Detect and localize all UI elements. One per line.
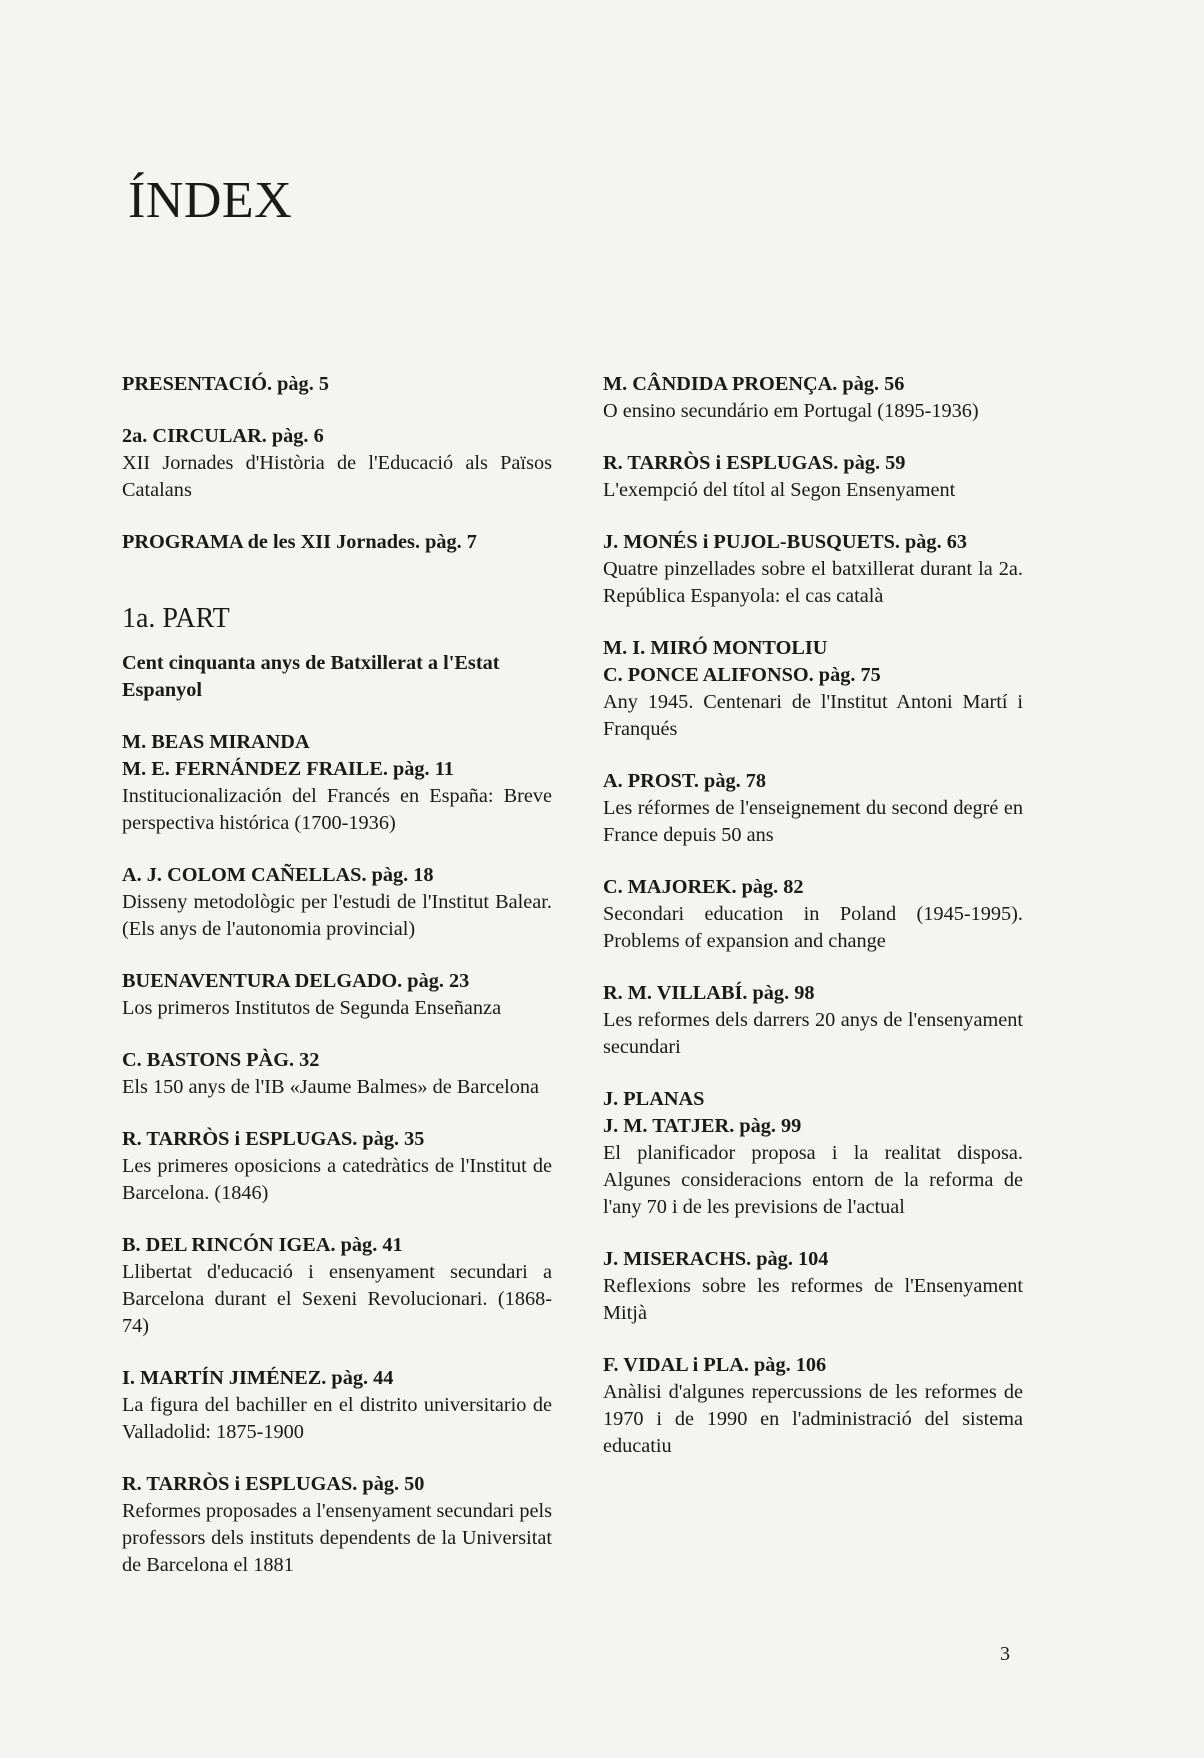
entry-title: Llibertat d'educació i ensenyament secundari a Barcelona durant el Sexeni Revolucionari. (1868-74) [122,1261,552,1337]
section-subtitle: Cent cinquanta anys de Batxillerat a l'Estat Espanyol [122,652,500,701]
toc-entry [603,529,1023,610]
entry-author: R. TARRÒS i ESPLUGAS. pàg. 59 [603,452,906,474]
toc-entry [603,450,1023,504]
toc-entry [603,1246,1023,1327]
toc-entry [603,768,1023,849]
toc-entry [603,371,1023,425]
entry-title: Reformes proposades a l'ensenyament secundari pels professors dels instituts dependents de la Universitat de Barcelona el 1881 [122,1500,552,1576]
entry-author: F. VIDAL i PLA. pàg. 106 [603,1354,827,1376]
entry-author: M. E. FERNÁNDEZ FRAILE. pàg. 11 [122,758,454,780]
toc-entry [122,423,552,504]
toc-entry [122,862,552,943]
entry-author: PRESENTACIÓ. pàg. 5 [122,373,329,395]
entry-title: Quatre pinzellades sobre el batxillerat durant la 2a. República Espanyola: el cas català [603,558,1023,607]
entry-author: C. MAJOREK. pàg. 82 [603,876,804,898]
intro-list [122,371,552,556]
entry-author: R. M. VILLABÍ. pàg. 98 [603,982,815,1004]
entry-author: A. PROST. pàg. 78 [603,770,767,792]
entry-author: R. TARRÒS i ESPLUGAS. pàg. 50 [122,1473,425,1495]
entry-author: A. J. COLOM CAÑELLAS. pàg. 18 [122,864,434,886]
entry-author: C. BASTONS PÀG. 32 [122,1049,320,1071]
entry-author: R. TARRÒS i ESPLUGAS. pàg. 35 [122,1128,425,1150]
entry-author: BUENAVENTURA DELGADO. pàg. 23 [122,970,470,992]
entry-title: Els 150 anys de l'IB «Jaume Balmes» de Barcelona [122,1076,540,1098]
right-entry-list [603,371,1023,1460]
section-heading: 1a. PART [122,603,230,634]
toc-entry [122,729,552,837]
entry-title: Disseny metodològic per l'estudi de l'Institut Balear. (Els anys de l'autonomia provincial) [122,891,552,940]
entry-title: Les primeres oposicions a catedràtics de l'Institut de Barcelona. (1846) [122,1155,552,1204]
entry-author: PROGRAMA de les XII Jornades. pàg. 7 [122,531,477,553]
entry-title: Les reformes dels darrers 20 anys de l'ensenyament secundari [603,1009,1023,1058]
toc-entry [122,1126,552,1207]
toc-entry [122,1471,552,1579]
toc-entry [122,1232,552,1340]
entry-author: J. M. TATJER. pàg. 99 [603,1115,802,1137]
entry-title: L'exempció del títol al Segon Ensenyament [603,479,956,501]
entry-title: Anàlisi d'algunes repercussions de les reformes de 1970 i de 1990 en l'administració del sistema educatiu [603,1381,1023,1457]
entry-author: M. I. MIRÓ MONTOLIU [603,637,828,659]
entry-title: Any 1945. Centenari de l'Institut Antoni Martí i Franqués [603,691,1023,740]
entry-author: J. MONÉS i PUJOL-BUSQUETS. pàg. 63 [603,531,967,553]
entry-title: Institucionalización del Francés en España: Breve perspectiva histórica (1700-1936) [122,785,552,834]
entry-title: Reflexions sobre les reformes de l'Ensenyament Mitjà [603,1275,1023,1324]
toc-entry [122,968,552,1022]
left-entry-list [122,729,552,1579]
toc-entry [122,1047,552,1101]
entry-author: M. BEAS MIRANDA [122,731,310,753]
entry-author: I. MARTÍN JIMÉNEZ. pàg. 44 [122,1367,394,1389]
toc-entry [603,980,1023,1061]
toc-entry [122,1365,552,1446]
entry-title: Les réformes de l'enseignement du second degré en France depuis 50 ans [603,797,1023,846]
entry-author: C. PONCE ALIFONSO. pàg. 75 [603,664,881,686]
entry-author: J. PLANAS [603,1088,705,1110]
entry-title: Los primeros Institutos de Segunda Enseñanza [122,997,502,1019]
entry-author: 2a. CIRCULAR. pàg. 6 [122,425,324,447]
entry-title: La figura del bachiller en el distrito universitario de Valladolid: 1875-1900 [122,1394,552,1443]
toc-entry [122,371,552,398]
entry-title: O ensino secundário em Portugal (1895-1936) [603,400,979,422]
entry-author: M. CÂNDIDA PROENÇA. pàg. 56 [603,373,905,395]
toc-entry [603,1086,1023,1221]
entry-title: Secondari education in Poland (1945-1995). Problems of expansion and change [603,903,1023,952]
entry-author: B. DEL RINCÓN IGEA. pàg. 41 [122,1234,403,1256]
right-column [603,371,1023,1485]
page-number: 3 [1000,1643,1010,1665]
page-title: ÍNDEX [128,172,293,229]
entry-title: XII Jornades d'Història de l'Educació als Països Catalans [122,452,552,501]
entry-title: El planificador proposa i la realitat disposa. Algunes consideracions entorn de la reforma de l'any 70 i de les previsions de l'actual [603,1142,1023,1218]
left-column [122,371,552,1604]
toc-entry [122,529,552,556]
toc-entry [603,1352,1023,1460]
toc-entry [603,635,1023,743]
entry-author: J. MISERACHS. pàg. 104 [603,1248,829,1270]
toc-entry [603,874,1023,955]
